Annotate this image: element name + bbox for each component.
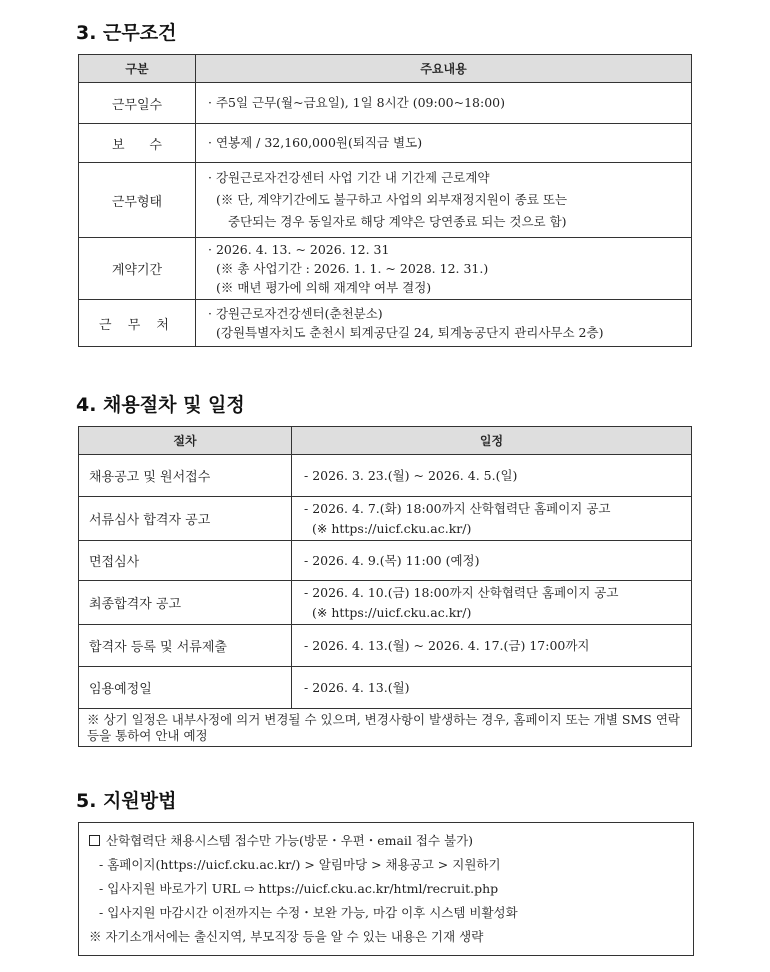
recruitment-schedule-table xyxy=(78,426,692,747)
content-line: - 2026. 4. 7.(화) 18:00까지 산학협력단 홈페이지 공고 xyxy=(304,500,611,516)
row-content xyxy=(292,497,692,541)
content-line: · 2026. 4. 13. ~ 2026. 12. 31 xyxy=(208,242,390,257)
table-header-row xyxy=(79,55,692,83)
section-3-heading: 3. 근무조건 xyxy=(76,22,177,44)
content-line: - 2026. 4. 10.(금) 18:00까지 산학협력단 홈페이지 공고 xyxy=(304,584,619,600)
row-content xyxy=(196,300,692,347)
application-method-box xyxy=(78,822,694,956)
row-content xyxy=(292,625,692,667)
work-conditions-table xyxy=(78,54,692,347)
checkbox-square-icon xyxy=(89,835,100,846)
table-row xyxy=(79,625,692,667)
application-sub-line: - 홈페이지(https://uicf.cku.ac.kr/) > 알림마당 > 채용공고 > 지원하기 xyxy=(99,857,501,872)
content-line: (※ 매년 평가에 의해 재계약 여부 결정) xyxy=(216,280,432,295)
table-row xyxy=(79,497,692,541)
content-line: (※ 총 사업기간 : 2026. 1. 1. ~ 2028. 12. 31.) xyxy=(216,261,489,276)
row-label: 근무일수 xyxy=(79,83,196,124)
table-row xyxy=(79,455,692,497)
table-row xyxy=(79,238,692,300)
row-content xyxy=(196,83,692,124)
table-row xyxy=(79,124,692,163)
content-line: · 연봉제 / 32,160,000원(퇴직금 별도) xyxy=(208,135,423,150)
row-label: 임용예정일 xyxy=(79,667,292,709)
content-line: · 주5일 근무(월~금요일), 1일 8시간 (09:00~18:00) xyxy=(208,95,505,110)
table-row xyxy=(79,163,692,238)
row-content xyxy=(196,238,692,300)
row-content xyxy=(292,455,692,497)
row-content xyxy=(292,541,692,581)
row-label: 보 수 xyxy=(79,124,196,163)
content-line: - 2026. 4. 13.(월) ~ 2026. 4. 17.(금) 17:00까지 xyxy=(304,637,590,653)
row-label: 근무형태 xyxy=(79,163,196,238)
content-line: (강원특별자치도 춘천시 퇴계공단길 24, 퇴계농공단지 관리사무소 2층) xyxy=(216,325,604,340)
application-sub-line: - 입사지원 바로가기 URL ⇨ https://uicf.cku.ac.kr/html/recruit.php xyxy=(99,881,499,896)
content-line: - 2026. 3. 23.(월) ~ 2026. 4. 5.(일) xyxy=(304,467,518,483)
table-row xyxy=(79,83,692,124)
application-sub-line: - 입사지원 마감시간 이전까지는 수정・보완 가능, 마감 이후 시스템 비활성화 xyxy=(99,905,518,920)
row-label: 합격자 등록 및 서류제출 xyxy=(79,625,292,667)
row-label: 면접심사 xyxy=(79,541,292,581)
row-label: 최종합격자 공고 xyxy=(79,581,292,625)
row-content xyxy=(292,667,692,709)
section-4-heading: 4. 채용절차 및 일정 xyxy=(76,394,245,416)
schedule-note: ※ 상기 일정은 내부사정에 의거 변경될 수 있으며, 변경사항이 발생하는 경우, 홈페이지 또는 개별 SMS 연락 등을 통하여 안내 예정 xyxy=(79,709,692,747)
content-line: 중단되는 경우 동일자로 해당 계약은 당연종료 되는 것으로 함) xyxy=(228,214,567,229)
content-line: - 2026. 4. 13.(월) xyxy=(304,679,410,695)
content-line: · 강원근로자건강센터 사업 기간 내 기간제 근로계약 xyxy=(208,170,490,185)
row-content xyxy=(292,581,692,625)
content-line: (※ 단, 계약기간에도 불구하고 사업의 외부재정지원이 종료 또는 xyxy=(216,192,568,207)
column-header: 구분 xyxy=(79,55,196,83)
content-line: (※ https://uicf.cku.ac.kr/) xyxy=(312,604,472,620)
table-row xyxy=(79,667,692,709)
content-line: (※ https://uicf.cku.ac.kr/) xyxy=(312,520,472,536)
table-row xyxy=(79,541,692,581)
column-header: 일정 xyxy=(292,427,692,455)
section-5-heading: 5. 지원방법 xyxy=(76,790,177,812)
row-label: 근 무 처 xyxy=(79,300,196,347)
row-label: 채용공고 및 원서접수 xyxy=(79,455,292,497)
table-row xyxy=(79,581,692,625)
content-line: · 강원근로자건강센터(춘천분소) xyxy=(208,306,383,321)
application-note: ※ 자기소개서에는 출신지역, 부모직장 등을 알 수 있는 내용은 기재 생략 xyxy=(89,929,484,944)
schedule-note-row xyxy=(79,709,692,747)
content-line: - 2026. 4. 9.(목) 11:00 (예정) xyxy=(304,552,480,568)
column-header: 절차 xyxy=(79,427,292,455)
row-label: 서류심사 합격자 공고 xyxy=(79,497,292,541)
table-row xyxy=(79,300,692,347)
application-line-text: 산학협력단 채용시스템 접수만 가능(방문・우편・email 접수 불가) xyxy=(106,833,474,848)
application-main-line xyxy=(89,829,683,853)
row-label: 계약기간 xyxy=(79,238,196,300)
column-header: 주요내용 xyxy=(196,55,692,83)
row-content xyxy=(196,163,692,238)
row-content xyxy=(196,124,692,163)
table-header-row xyxy=(79,427,692,455)
